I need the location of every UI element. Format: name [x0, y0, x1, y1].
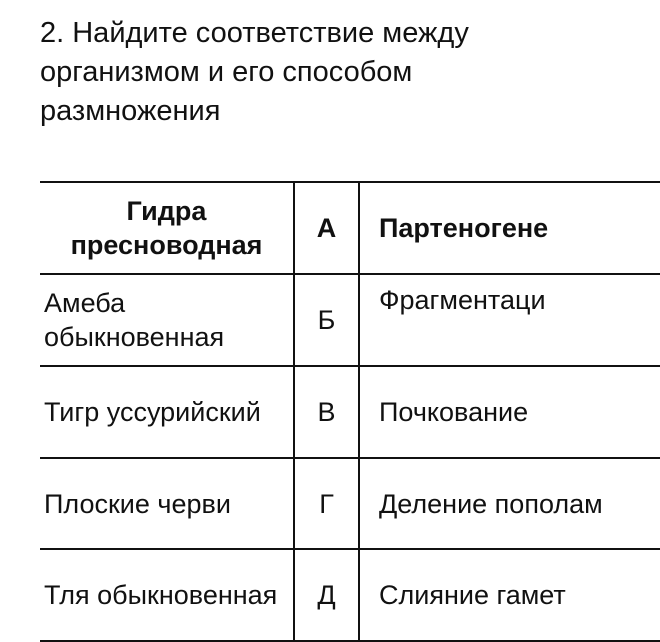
letter-cell: А: [294, 182, 359, 274]
table-row: [40, 274, 660, 366]
matching-table: [40, 181, 660, 642]
letter-cell: В: [294, 366, 359, 458]
table-row: [40, 366, 660, 458]
organism-cell: Амеба обыкновенная: [40, 274, 294, 366]
letter-cell: Д: [294, 549, 359, 641]
method-cell: Фрагментаци: [359, 274, 660, 366]
method-cell: Деление пополам: [359, 458, 660, 549]
method-cell: Почкование: [359, 366, 660, 458]
question-text: 2. Найдите соответствие между организмом и его способом размножения: [40, 17, 469, 127]
organism-cell: Гидра пресноводная: [40, 182, 294, 274]
method-cell: Слияние гамет: [359, 549, 660, 641]
table-row: [40, 182, 660, 274]
matching-table-container: [40, 181, 603, 642]
organism-cell: Тля обыкновенная: [40, 549, 294, 641]
method-cell: Партеногене: [359, 182, 660, 274]
table-row: [40, 549, 660, 641]
letter-cell: Б: [294, 274, 359, 366]
organism-cell: Тигр уссурийский: [40, 366, 294, 458]
organism-cell: Плоские черви: [40, 458, 294, 549]
letter-cell: Г: [294, 458, 359, 549]
table-row: [40, 458, 660, 549]
